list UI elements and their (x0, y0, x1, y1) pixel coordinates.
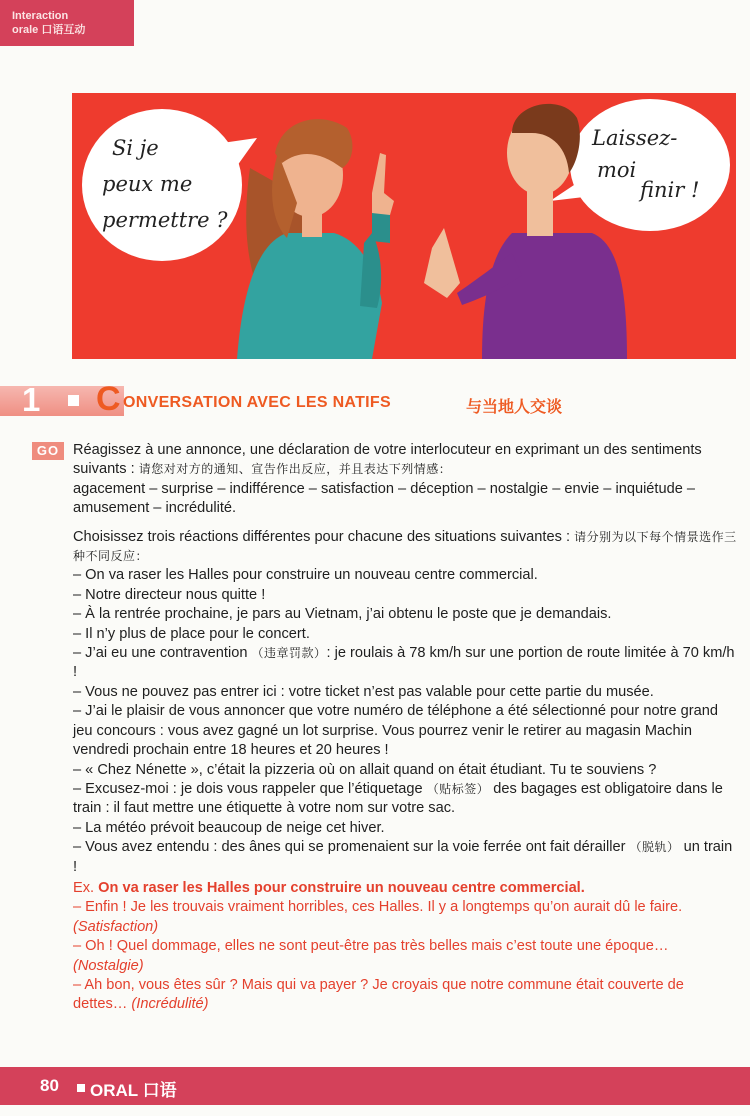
situation-5-b: : je roulais à 78 km/h sur une portion de route limitée à 70 km/h ! (73, 645, 735, 681)
section-title-cn: 与当地人交谈 (466, 399, 563, 416)
chapter-tab-line1: Interaction (12, 10, 69, 22)
bubble-left-line2: peux me (102, 172, 193, 196)
example-prefix: Ex. (73, 879, 95, 896)
situation-5 (73, 644, 737, 683)
bubble-left-line3: permettre ? (102, 208, 228, 232)
example-response-1 (73, 898, 737, 937)
go-badge: GO (32, 442, 64, 460)
example-response-1-text: – Enfin ! Je les trouvais vraiment horribles, ces Halles. Il y a longtemps qu’on aurait dû le faire. (73, 899, 683, 916)
illustration (72, 93, 736, 359)
situation-10: – La météo prévoit beaucoup de neige cet hiver. (73, 819, 385, 836)
situation-11-b: un train ! (73, 839, 733, 875)
section-title: ONVERSATION AVEC LES NATIFS (123, 394, 391, 411)
situation-11 (73, 838, 737, 877)
section-title-initial: C (96, 380, 121, 418)
situation-4: – Il n’y plus de place pour le concert. (73, 625, 310, 642)
instruction-fr: Choisissez trois réactions différentes pour chacune des situations suivantes : (73, 528, 575, 545)
woman-left-figure (237, 119, 394, 359)
situation-6: – Vous ne pouvez pas entrer ici : votre ticket n’est pas valable pour cette partie du musée. (73, 683, 654, 700)
situation-9-cn: （贴标签） (426, 781, 490, 796)
chapter-tab-line2: orale 口语互动 (12, 24, 86, 36)
situation-7: – J’ai le plaisir de vous annoncer que votre numéro de téléphone a été sélectionné pour notre grand jeu concours : vous avez gagné un lot surprise. Vous pourrez venir le retirer au magasin Machin vendredi prochain entre 18 heures et 20 heures ! (73, 703, 718, 759)
example-heading (73, 879, 737, 898)
situation-1: – On va raser les Halles pour construire un nouveau centre commercial. (73, 567, 538, 584)
example-response-3-tag: (Incrédulité) (131, 996, 209, 1013)
page-number: 80 (40, 1076, 59, 1095)
situation-11-a: – Vous avez entendu : des ânes qui se promenaient sur la voie ferrée ont fait dérailler (73, 839, 626, 856)
bubble-right-line2: moi (597, 158, 637, 182)
chapter-tab (0, 0, 134, 46)
speech-bubble-right (570, 99, 730, 231)
situation-9-b: des bagages est obligatoire dans le train : il faut mettre une étiquette à votre nom sur votre sac. (73, 780, 723, 817)
footer-label: ORAL 口语 (90, 1081, 177, 1100)
page-footer (0, 1067, 750, 1105)
situation-3: – À la rentrée prochaine, je pars au Vietnam, j’ai obtenu le poste que je demandais. (73, 606, 612, 623)
situation-9 (73, 780, 737, 819)
situation-5-cn: （违章罚款） (251, 646, 327, 661)
example-response-3-text: – Ah bon, vous êtes sûr ? Mais qui va payer ? Je croyais que notre commune était couverte de dettes… (73, 976, 684, 1013)
intro-fr: Réagissez à une annonce, une déclaration de votre interlocuteur en exprimant un des sentiments suivants : (73, 442, 702, 478)
illustration-drawing (72, 93, 736, 359)
bubble-left-line1: Si je (112, 136, 159, 160)
bubble-right-line3: finir ! (640, 178, 700, 202)
example-response-3 (73, 976, 737, 1015)
example-response-1-tag: (Satisfaction) (73, 918, 159, 935)
exercise-intro (73, 441, 737, 480)
example-headline: On va raser les Halles pour construire un nouveau centre commercial. (98, 879, 585, 896)
example-response-2 (73, 937, 737, 976)
example-response-2-text: – Oh ! Quel dommage, elles ne sont peut-être pas très belles mais c’est toute une époque… (73, 938, 669, 955)
situation-9-a: – Excusez-moi : je dois vous rappeler que l’étiquetage (73, 780, 423, 797)
bubble-right-line1: Laissez- (592, 126, 678, 150)
situation-5-a: – J’ai eu une contravention (73, 645, 248, 662)
section-square (68, 395, 79, 406)
situation-2: – Notre directeur nous quitte ! (73, 586, 266, 603)
exercise-instruction (73, 528, 737, 567)
footer-square (77, 1084, 85, 1092)
situation-11-cn: （脱轨） (629, 840, 680, 855)
intro-cn: 请您对对方的通知、宣告作出反应，并且表达下列情感： (138, 462, 452, 477)
instruction-cn: 请分别为以下每个情景选作三种不同反应： (73, 529, 737, 564)
feelings-list: agacement – surprise – indifférence – satisfaction – déception – nostalgie – envie – inquiétude – amusement – incrédulité. (73, 480, 696, 517)
exercise-body (73, 441, 737, 1015)
example-response-2-tag: (Nostalgie) (73, 957, 144, 974)
situation-8: – « Chez Nénette », c’était la pizzeria où on allait quand on était étudiant. Tu te souviens ? (73, 761, 657, 778)
section-number: 1 (22, 381, 41, 418)
section-header (0, 380, 750, 424)
